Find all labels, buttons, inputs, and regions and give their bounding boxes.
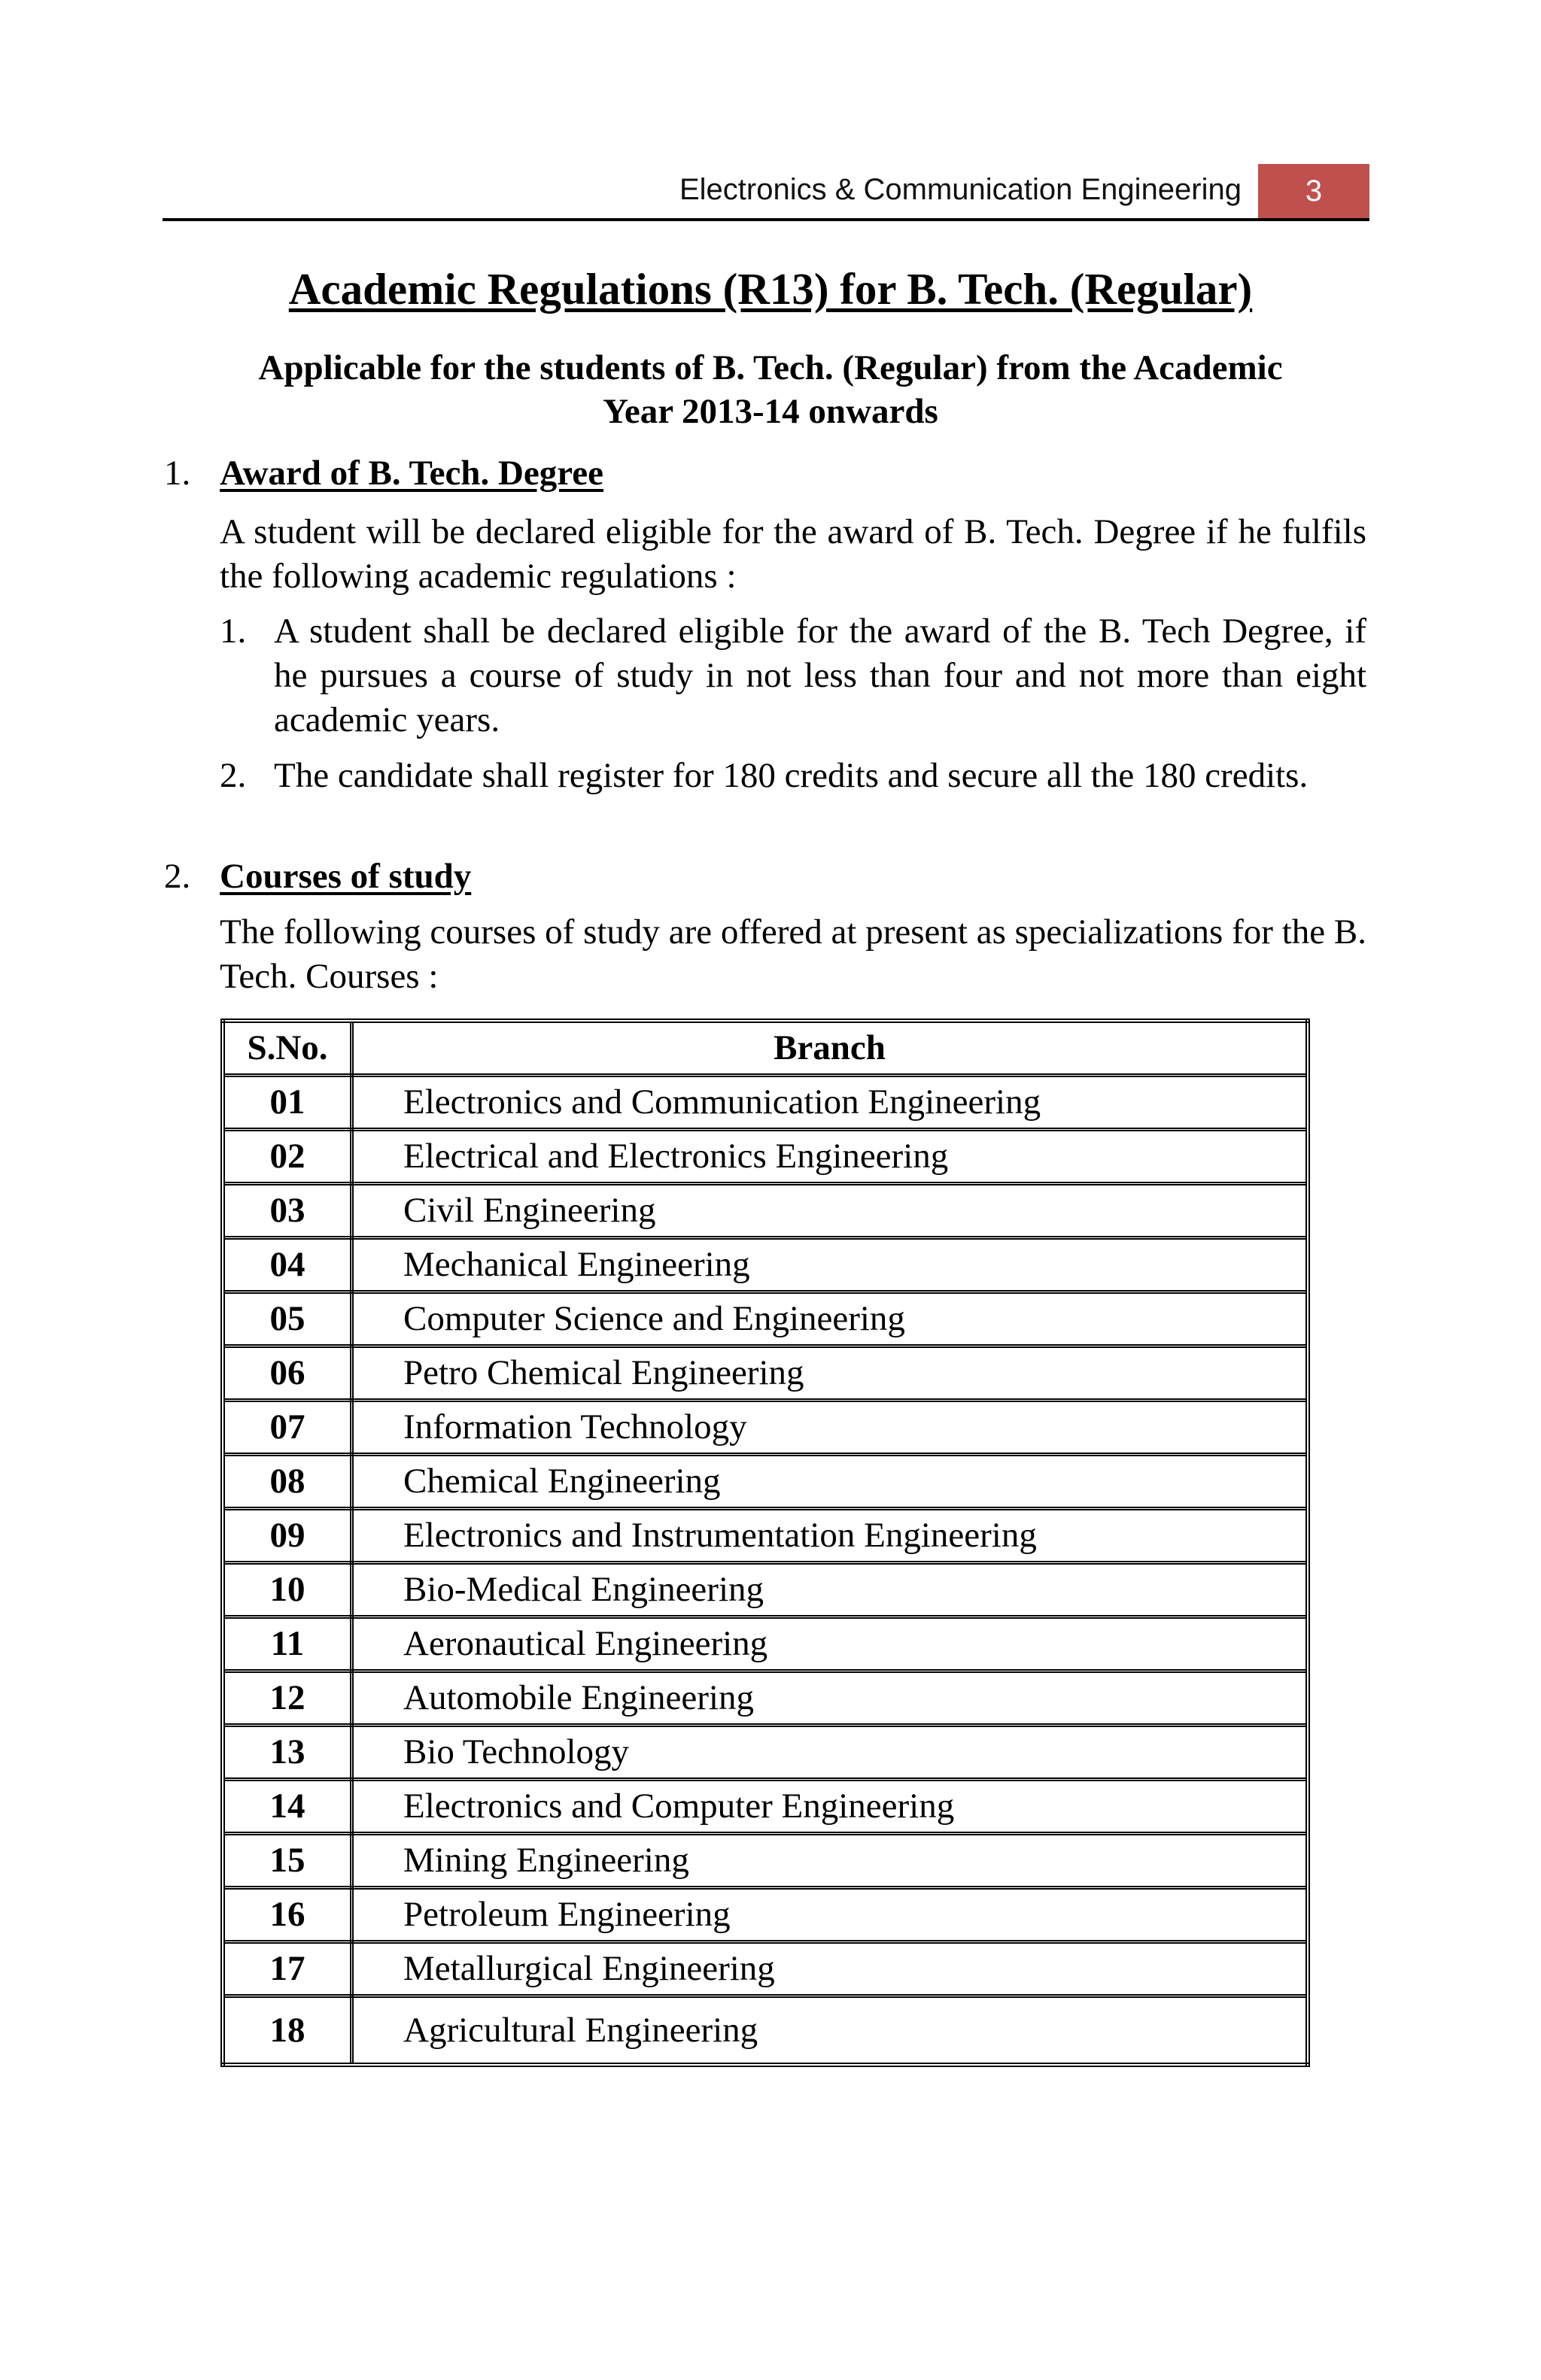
subtitle-line-1: Applicable for the students of B. Tech. (Regular) from the Academic [258,348,1283,387]
row-sno: 03 [223,1184,352,1238]
row-branch: Bio Technology [352,1726,1308,1780]
column-header-sno: S.No. [223,1021,352,1076]
row-sno: 14 [223,1780,352,1834]
column-header-branch: Branch [352,1021,1308,1076]
table-row [223,1401,1308,1455]
row-sno: 10 [223,1563,352,1617]
table-row [223,1292,1308,1346]
row-branch: Civil Engineering [352,1184,1308,1238]
row-branch: Metallurgical Engineering [352,1942,1308,1996]
row-sno: 12 [223,1671,352,1726]
row-branch: Computer Science and Engineering [352,1292,1308,1346]
table-row [223,1455,1308,1509]
table-row [223,1184,1308,1238]
row-branch: Automobile Engineering [352,1671,1308,1726]
row-sno: 06 [223,1346,352,1401]
row-branch: Bio-Medical Engineering [352,1563,1308,1617]
table-row [223,1563,1308,1617]
row-branch: Petroleum Engineering [352,1888,1308,1942]
section-1-item-2-text: The candidate shall register for 180 credits and secure all the 180 credits. [274,756,1308,795]
header-divider [163,218,1369,221]
table-row [223,1509,1308,1563]
row-sno: 11 [223,1617,352,1671]
row-branch: Electronics and Computer Engineering [352,1780,1308,1834]
row-sno: 04 [223,1238,352,1292]
row-sno: 08 [223,1455,352,1509]
row-branch: Electrical and Electronics Engineering [352,1130,1308,1184]
row-branch: Petro Chemical Engineering [352,1346,1308,1401]
table-header-row [223,1021,1308,1076]
table-row [223,1888,1308,1942]
table-row [223,1346,1308,1401]
row-sno: 13 [223,1726,352,1780]
section-2-number: 2. [164,857,191,896]
row-branch: Chemical Engineering [352,1455,1308,1509]
table-row [223,1238,1308,1292]
table-row [223,1076,1308,1130]
row-sno: 17 [223,1942,352,1996]
page-number-badge: 3 [1258,164,1369,218]
row-sno: 02 [223,1130,352,1184]
row-sno: 15 [223,1834,352,1888]
row-sno: 05 [223,1292,352,1346]
table-row [223,1942,1308,1996]
row-branch: Mining Engineering [352,1834,1308,1888]
courses-table [220,1018,1310,2067]
row-branch: Information Technology [352,1401,1308,1455]
section-2-heading: Courses of study [220,857,472,896]
table-row [223,1780,1308,1834]
section-1-heading: Award of B. Tech. Degree [220,454,603,493]
row-branch: Electronics and Communication Engineering [352,1076,1308,1130]
table-row [223,1996,1308,2066]
table-row [223,1617,1308,1671]
row-sno: 18 [223,1996,352,2066]
table-row [223,1671,1308,1726]
section-1-item-2-number: 2. [220,756,247,795]
row-branch: Electronics and Instrumentation Engineering [352,1509,1308,1563]
row-sno: 07 [223,1401,352,1455]
row-branch: Agricultural Engineering [352,1996,1308,2066]
table-row [223,1726,1308,1780]
section-2-intro: The following courses of study are offered at present as specializations for the B. Tech. Courses : [220,912,1366,996]
document-title: Academic Regulations (R13) for B. Tech. (Regular) [288,264,1253,314]
row-branch: Mechanical Engineering [352,1238,1308,1292]
section-1-item-1-number: 1. [220,612,247,651]
section-1-number: 1. [164,454,191,493]
section-1-item-1-text: A student shall be declared eligible for the award of the B. Tech Degree, if he pursues a course of study in not less than four and not more than eight academic years. [274,612,1366,739]
row-sno: 01 [223,1076,352,1130]
running-header: Electronics & Communication Engineering [679,173,1242,206]
row-sno: 09 [223,1509,352,1563]
row-sno: 16 [223,1888,352,1942]
table-row [223,1834,1308,1888]
subtitle-line-2: Year 2013-14 onwards [603,392,938,431]
row-branch: Aeronautical Engineering [352,1617,1308,1671]
table-row [223,1130,1308,1184]
section-1-intro: A student will be declared eligible for the award of B. Tech. Degree if he fulfils the following academic regulations : [220,512,1366,596]
document-subtitle [181,346,1360,433]
